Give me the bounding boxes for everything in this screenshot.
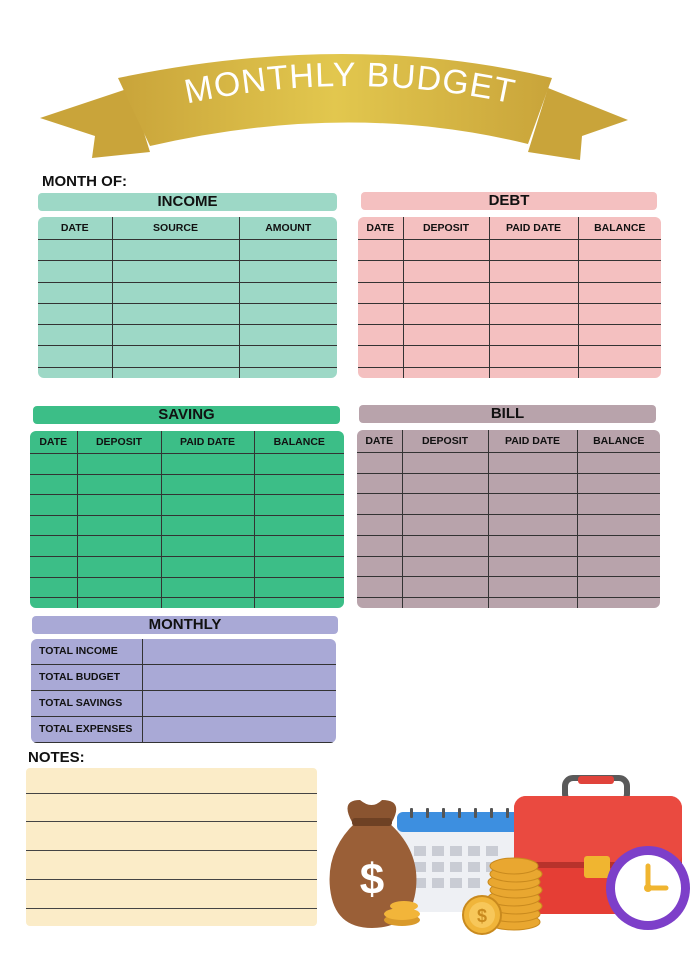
debt-cell[interactable] — [578, 346, 661, 367]
saving-cell[interactable] — [161, 556, 254, 577]
debt-cell[interactable] — [578, 282, 661, 303]
bill-cell[interactable] — [488, 473, 577, 494]
income-cell[interactable] — [112, 303, 239, 324]
note-line — [26, 908, 317, 909]
saving-cell[interactable] — [161, 474, 254, 495]
saving-cell[interactable] — [30, 577, 77, 598]
saving-cell[interactable] — [161, 577, 254, 598]
table-row — [358, 325, 661, 346]
saving-cell[interactable] — [254, 474, 344, 495]
dollar-symbol: $ — [359, 855, 385, 904]
debt-cell[interactable] — [403, 261, 489, 282]
saving-cell[interactable] — [77, 454, 161, 475]
table-row — [358, 303, 661, 324]
bill-cell[interactable] — [488, 535, 577, 556]
debt-col-paid-date: PAID DATE — [489, 217, 578, 240]
debt-cell[interactable] — [489, 303, 578, 324]
income-cell[interactable] — [239, 325, 337, 346]
saving-cell[interactable] — [161, 495, 254, 516]
table-row — [357, 556, 660, 577]
table-row — [30, 598, 344, 608]
monthly-header: MONTHLY — [32, 616, 338, 634]
saving-col-deposit: DEPOSIT — [77, 431, 161, 454]
debt-cell[interactable] — [403, 325, 489, 346]
debt-cell[interactable] — [403, 303, 489, 324]
debt-cell[interactable] — [578, 303, 661, 324]
note-line — [26, 850, 317, 851]
bill-cell[interactable] — [402, 556, 488, 577]
banner-title-layer — [0, 40, 698, 170]
table-row — [38, 367, 337, 378]
saving-cell[interactable] — [30, 598, 77, 608]
debt-cell[interactable] — [578, 261, 661, 282]
debt-cell[interactable] — [489, 240, 578, 261]
debt-cell[interactable] — [358, 367, 403, 378]
table-row — [30, 536, 344, 557]
debt-header: DEBT — [361, 192, 657, 210]
table-row — [30, 474, 344, 495]
saving-cell[interactable] — [77, 577, 161, 598]
debt-cell[interactable] — [403, 282, 489, 303]
debt-cell[interactable] — [403, 240, 489, 261]
debt-cell[interactable] — [489, 367, 578, 378]
income-cell[interactable] — [112, 282, 239, 303]
table-row — [31, 690, 336, 716]
table-row — [358, 261, 661, 282]
income-cell[interactable] — [239, 261, 337, 282]
monthly-extra-value[interactable] — [142, 742, 336, 743]
saving-cell[interactable] — [161, 515, 254, 536]
debt-cell[interactable] — [489, 346, 578, 367]
income-table — [38, 217, 337, 378]
table-row — [358, 282, 661, 303]
income-cell[interactable] — [112, 261, 239, 282]
debt-cell[interactable] — [578, 325, 661, 346]
saving-cell[interactable] — [254, 495, 344, 516]
saving-cell[interactable] — [254, 556, 344, 577]
debt-cell[interactable] — [358, 303, 403, 324]
bill-cell[interactable] — [577, 556, 660, 577]
bill-cell[interactable] — [577, 577, 660, 598]
table-row — [30, 454, 344, 475]
month-of-label: MONTH OF: — [42, 173, 127, 190]
note-line — [26, 793, 317, 794]
saving-cell[interactable] — [30, 454, 77, 475]
saving-cell[interactable] — [254, 598, 344, 608]
income-cell[interactable] — [38, 303, 112, 324]
total-expenses-label: TOTAL EXPENSES — [31, 716, 142, 742]
total-income-label: TOTAL INCOME — [31, 639, 142, 664]
income-cell[interactable] — [239, 282, 337, 303]
total-income-value[interactable] — [142, 639, 336, 664]
page-title: MONTHLY BUDGET — [181, 55, 519, 112]
table-row — [357, 453, 660, 474]
income-header: INCOME — [38, 193, 337, 211]
bill-cell[interactable] — [577, 535, 660, 556]
table-row — [38, 282, 337, 303]
bill-col-balance: BALANCE — [577, 430, 660, 453]
table-row — [357, 577, 660, 598]
debt-cell[interactable] — [578, 240, 661, 261]
monthly-extra-label — [31, 742, 142, 743]
saving-header: SAVING — [33, 406, 340, 424]
table-row — [357, 473, 660, 494]
bill-cell[interactable] — [357, 494, 402, 515]
table-row — [38, 346, 337, 367]
income-cell[interactable] — [112, 346, 239, 367]
income-cell[interactable] — [38, 282, 112, 303]
bill-cell[interactable] — [488, 453, 577, 474]
saving-cell[interactable] — [254, 577, 344, 598]
income-col-amount: AMOUNT — [239, 217, 337, 240]
table-row — [30, 515, 344, 536]
bill-cell[interactable] — [402, 598, 488, 608]
notes-label: NOTES: — [28, 749, 85, 766]
table-row — [358, 240, 661, 261]
table-row — [30, 495, 344, 516]
bill-cell[interactable] — [357, 453, 402, 474]
note-line — [26, 821, 317, 822]
debt-cell[interactable] — [489, 261, 578, 282]
income-cell[interactable] — [239, 367, 337, 378]
debt-cell[interactable] — [403, 346, 489, 367]
saving-cell[interactable] — [77, 556, 161, 577]
bill-col-paid-date: PAID DATE — [488, 430, 577, 453]
total-savings-label: TOTAL SAVINGS — [31, 690, 142, 716]
income-cell[interactable] — [112, 325, 239, 346]
saving-cell[interactable] — [77, 536, 161, 557]
bill-header: BILL — [359, 405, 656, 423]
saving-cell[interactable] — [161, 536, 254, 557]
saving-cell[interactable] — [161, 454, 254, 475]
svg-text:MONTHLY BUDGET — [181, 56, 519, 111]
saving-col-balance: BALANCE — [254, 431, 344, 454]
bill-cell[interactable] — [577, 515, 660, 536]
table-row — [31, 716, 336, 742]
table-row — [358, 367, 661, 378]
bill-cell[interactable] — [577, 494, 660, 515]
income-cell[interactable] — [112, 367, 239, 378]
debt-cell[interactable] — [358, 261, 403, 282]
table-row — [357, 535, 660, 556]
income-col-source: SOURCE — [112, 217, 239, 240]
table-row — [31, 742, 336, 743]
table-row — [38, 261, 337, 282]
saving-cell[interactable] — [30, 556, 77, 577]
saving-cell[interactable] — [30, 515, 77, 536]
income-cell[interactable] — [239, 346, 337, 367]
bill-cell[interactable] — [577, 453, 660, 474]
bill-table — [357, 430, 660, 608]
clock-icon — [606, 846, 690, 930]
table-row — [30, 577, 344, 598]
table-row — [357, 494, 660, 515]
total-expenses-value[interactable] — [142, 716, 336, 742]
debt-cell[interactable] — [578, 367, 661, 378]
notes-area[interactable] — [26, 768, 317, 926]
saving-cell[interactable] — [30, 536, 77, 557]
income-cell[interactable] — [38, 261, 112, 282]
income-cell[interactable] — [38, 346, 112, 367]
table-row — [38, 303, 337, 324]
debt-cell[interactable] — [403, 367, 489, 378]
income-cell[interactable] — [38, 325, 112, 346]
saving-cell[interactable] — [30, 474, 77, 495]
bill-col-deposit: DEPOSIT — [402, 430, 488, 453]
table-row — [38, 325, 337, 346]
income-col-date: DATE — [38, 217, 112, 240]
saving-cell[interactable] — [30, 495, 77, 516]
debt-table — [358, 217, 661, 378]
income-cell[interactable] — [112, 240, 239, 261]
bill-cell[interactable] — [488, 494, 577, 515]
bill-cell[interactable] — [357, 515, 402, 536]
bill-cell[interactable] — [357, 473, 402, 494]
table-row — [31, 664, 336, 690]
finance-illustration — [322, 770, 696, 940]
saving-cell[interactable] — [254, 515, 344, 536]
table-row — [358, 346, 661, 367]
income-cell[interactable] — [38, 367, 112, 378]
bill-cell[interactable] — [402, 453, 488, 474]
bill-cell[interactable] — [577, 473, 660, 494]
bill-cell[interactable] — [357, 556, 402, 577]
total-budget-value[interactable] — [142, 664, 336, 690]
saving-cell[interactable] — [254, 454, 344, 475]
bill-cell[interactable] — [488, 598, 577, 608]
debt-cell[interactable] — [358, 325, 403, 346]
bill-cell[interactable] — [357, 535, 402, 556]
saving-table — [30, 431, 344, 608]
bill-col-date: DATE — [357, 430, 402, 453]
total-savings-value[interactable] — [142, 690, 336, 716]
bill-cell[interactable] — [402, 515, 488, 536]
income-cell[interactable] — [38, 240, 112, 261]
bill-cell[interactable] — [488, 515, 577, 536]
income-cell[interactable] — [239, 240, 337, 261]
debt-col-balance: BALANCE — [578, 217, 661, 240]
table-row — [30, 556, 344, 577]
debt-cell[interactable] — [489, 325, 578, 346]
saving-col-date: DATE — [30, 431, 77, 454]
debt-cell[interactable] — [489, 282, 578, 303]
table-row — [357, 598, 660, 608]
saving-cell[interactable] — [77, 598, 161, 608]
monthly-summary-table — [31, 639, 336, 743]
total-budget-label: TOTAL BUDGET — [31, 664, 142, 690]
debt-cell[interactable] — [358, 346, 403, 367]
debt-col-date: DATE — [358, 217, 403, 240]
table-row — [357, 515, 660, 536]
bill-cell[interactable] — [402, 494, 488, 515]
bill-cell[interactable] — [402, 473, 488, 494]
saving-cell[interactable] — [161, 598, 254, 608]
debt-cell[interactable] — [358, 282, 403, 303]
coin-dollar-symbol: $ — [476, 906, 488, 926]
bill-cell[interactable] — [357, 577, 402, 598]
bill-cell[interactable] — [357, 598, 402, 608]
debt-col-deposit: DEPOSIT — [403, 217, 489, 240]
bill-cell[interactable] — [488, 577, 577, 598]
table-row — [31, 639, 336, 664]
bill-cell[interactable] — [577, 598, 660, 608]
saving-cell[interactable] — [254, 536, 344, 557]
saving-cell[interactable] — [77, 495, 161, 516]
income-cell[interactable] — [239, 303, 337, 324]
saving-cell[interactable] — [77, 474, 161, 495]
table-row — [38, 240, 337, 261]
bill-cell[interactable] — [402, 577, 488, 598]
saving-col-paid-date: PAID DATE — [161, 431, 254, 454]
bill-cell[interactable] — [402, 535, 488, 556]
debt-cell[interactable] — [358, 240, 403, 261]
saving-cell[interactable] — [77, 515, 161, 536]
note-line — [26, 879, 317, 880]
bill-cell[interactable] — [488, 556, 577, 577]
